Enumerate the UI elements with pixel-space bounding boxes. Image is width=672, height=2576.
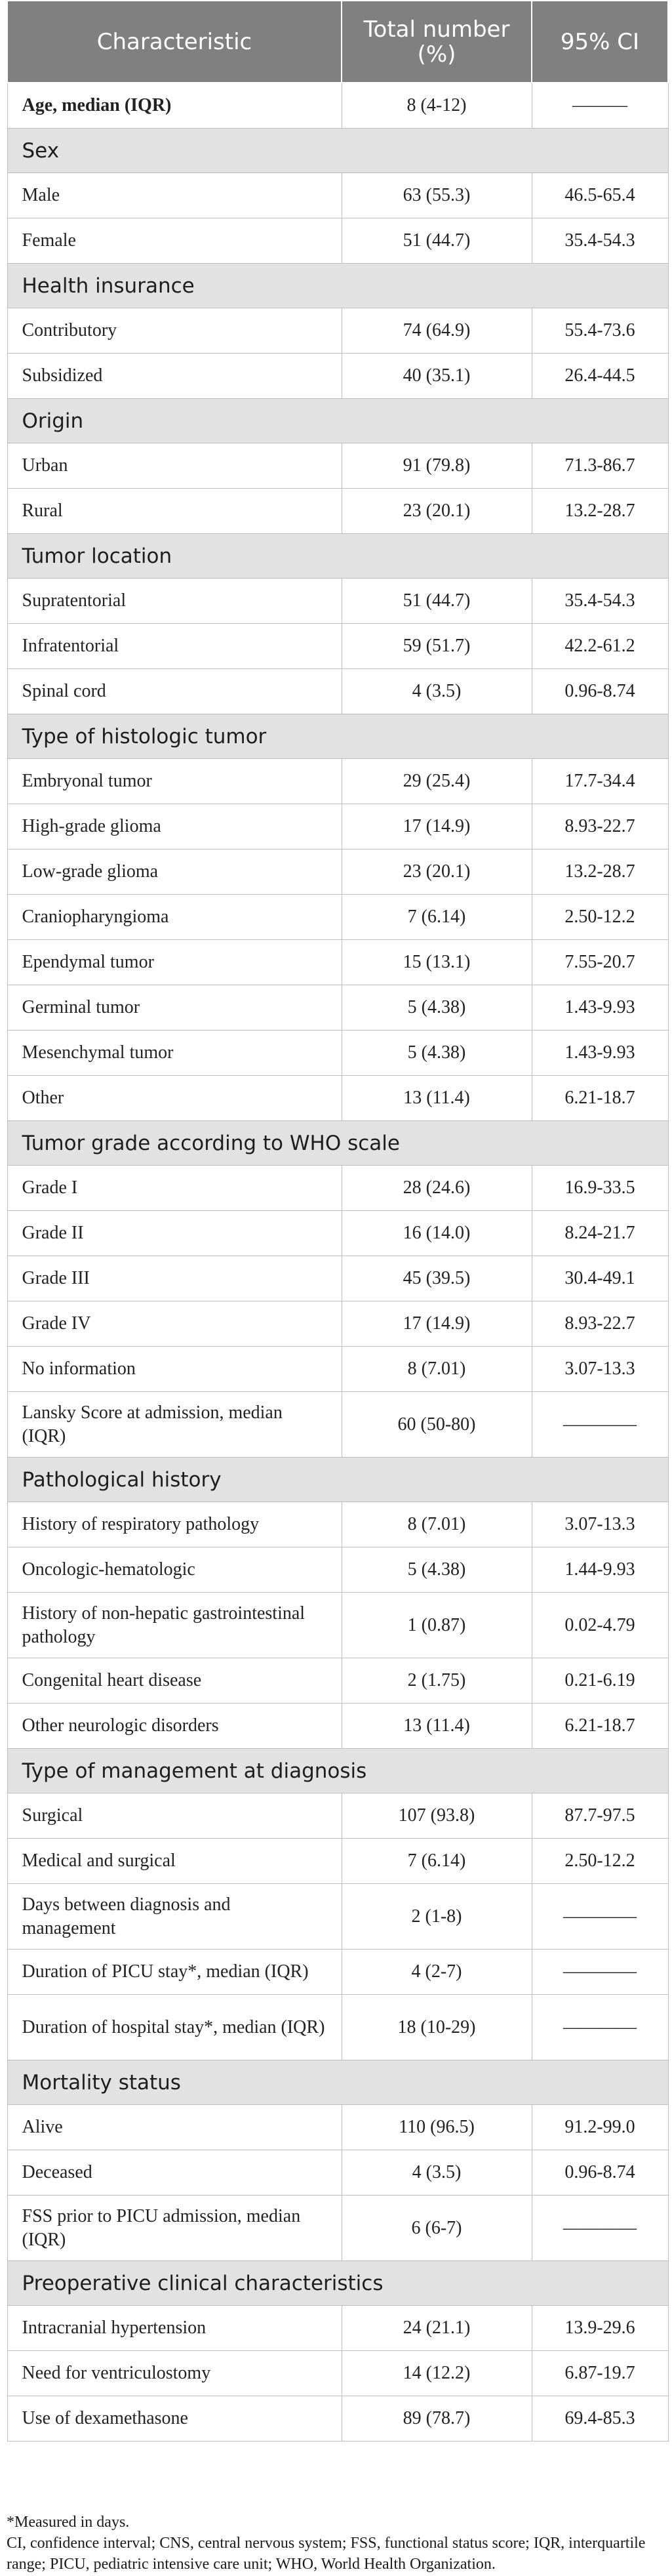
row-label: Oncologic-hematologic	[7, 1547, 342, 1593]
table-row	[7, 489, 668, 534]
row-label: History of non-hepatic gastrointestinal pathology	[7, 1593, 342, 1658]
table-row	[7, 1839, 668, 1884]
row-ci: 6.21-18.7	[532, 1704, 668, 1749]
row-label: Age, median (IQR)	[7, 83, 342, 129]
section-row	[7, 714, 668, 759]
section-label: Sex	[7, 129, 668, 173]
row-total-number: 8 (7.01)	[342, 1347, 532, 1392]
table-row	[7, 624, 668, 669]
row-ci: 2.50-12.2	[532, 895, 668, 940]
row-ci: 91.2-99.0	[532, 2105, 668, 2150]
table-row	[7, 218, 668, 264]
row-label: Congenital heart disease	[7, 1658, 342, 1704]
row-label: Low-grade glioma	[7, 849, 342, 895]
section-row	[7, 264, 668, 308]
row-ci: 7.55-20.7	[532, 940, 668, 985]
row-total-number: 5 (4.38)	[342, 985, 532, 1031]
row-label: Male	[7, 173, 342, 218]
row-ci: 13.9-29.6	[532, 2306, 668, 2351]
row-ci: 6.87-19.7	[532, 2351, 668, 2396]
row-label: Mesenchymal tumor	[7, 1031, 342, 1076]
table-row	[7, 1256, 668, 1301]
row-ci: 8.93-22.7	[532, 804, 668, 849]
row-total-number: 13 (11.4)	[342, 1704, 532, 1749]
row-ci: 8.24-21.7	[532, 1211, 668, 1256]
section-label: Mortality status	[7, 2060, 668, 2105]
table-row	[7, 2105, 668, 2150]
table-row	[7, 940, 668, 985]
row-label: Grade I	[7, 1166, 342, 1211]
section-label: Pathological history	[7, 1458, 668, 1502]
row-label: Embryonal tumor	[7, 759, 342, 804]
row-ci: 16.9-33.5	[532, 1166, 668, 1211]
table-row	[7, 1211, 668, 1256]
row-ci: 35.4-54.3	[532, 218, 668, 264]
section-label: Preoperative clinical characteristics	[7, 2261, 668, 2306]
row-total-number: 18 (10-29)	[342, 1995, 532, 2060]
row-total-number: 7 (6.14)	[342, 895, 532, 940]
row-ci: 0.96-8.74	[532, 2150, 668, 2196]
row-total-number: 107 (93.8)	[342, 1793, 532, 1839]
section-row	[7, 2060, 668, 2105]
row-ci: 35.4-54.3	[532, 579, 668, 624]
table-row	[7, 1950, 668, 1995]
row-label: Duration of PICU stay*, median (IQR)	[7, 1950, 342, 1995]
row-label: Grade III	[7, 1256, 342, 1301]
table-row	[7, 1301, 668, 1347]
row-ci: 1.43-9.93	[532, 1031, 668, 1076]
row-label: Duration of hospital stay*, median (IQR)	[7, 1995, 342, 2060]
footnote-abbreviations: CI, confidence interval; CNS, central nervous system; FSS, functional status score; IQR, interquartile range; PICU, pediatric intensive care unit; WHO, World Health Organization.	[7, 2535, 646, 2573]
row-ci: 30.4-49.1	[532, 1256, 668, 1301]
table-row	[7, 1995, 668, 2060]
row-total-number: 16 (14.0)	[342, 1211, 532, 1256]
section-row	[7, 1749, 668, 1793]
row-label: Female	[7, 218, 342, 264]
table-row	[7, 443, 668, 489]
table-row	[7, 1704, 668, 1749]
table-row	[7, 2150, 668, 2196]
table-row	[7, 1793, 668, 1839]
row-label: Contributory	[7, 308, 342, 354]
row-ci: 8.93-22.7	[532, 1301, 668, 1347]
row-label: Intracranial hypertension	[7, 2306, 342, 2351]
table-row	[7, 1347, 668, 1392]
header-characteristic: Characteristic	[7, 1, 342, 83]
row-total-number: 5 (4.38)	[342, 1547, 532, 1593]
table-row	[7, 849, 668, 895]
row-total-number: 89 (78.7)	[342, 2396, 532, 2442]
section-label: Origin	[7, 399, 668, 443]
row-total-number: 4 (3.5)	[342, 2150, 532, 2196]
header-row	[7, 1, 668, 83]
row-ci: 13.2-28.7	[532, 489, 668, 534]
table-row	[7, 1502, 668, 1547]
row-ci: 6.21-18.7	[532, 1076, 668, 1121]
row-total-number: 1 (0.87)	[342, 1593, 532, 1658]
row-total-number: 91 (79.8)	[342, 443, 532, 489]
row-total-number: 74 (64.9)	[342, 308, 532, 354]
table-row	[7, 2351, 668, 2396]
footnote-measured: *Measured in days.	[7, 2514, 130, 2531]
row-total-number: 110 (96.5)	[342, 2105, 532, 2150]
table-row	[7, 2306, 668, 2351]
row-label: Rural	[7, 489, 342, 534]
row-label: No information	[7, 1347, 342, 1392]
section-row	[7, 1121, 668, 1166]
row-total-number: 28 (24.6)	[342, 1166, 532, 1211]
table-row	[7, 1166, 668, 1211]
section-label: Type of management at diagnosis	[7, 1749, 668, 1793]
row-total-number: 7 (6.14)	[342, 1839, 532, 1884]
table-row	[7, 669, 668, 714]
table-row	[7, 579, 668, 624]
row-ci: 71.3-86.7	[532, 443, 668, 489]
table-row	[7, 354, 668, 399]
row-total-number: 59 (51.7)	[342, 624, 532, 669]
row-ci: 0.02-4.79	[532, 1593, 668, 1658]
row-total-number: 63 (55.3)	[342, 173, 532, 218]
table-row	[7, 1547, 668, 1593]
table-row	[7, 804, 668, 849]
row-total-number: 60 (50-80)	[342, 1392, 532, 1458]
section-row	[7, 534, 668, 579]
section-label: Type of histologic tumor	[7, 714, 668, 759]
table-row	[7, 1076, 668, 1121]
row-total-number: 4 (2-7)	[342, 1950, 532, 1995]
row-ci: 17.7-34.4	[532, 759, 668, 804]
row-label: Supratentorial	[7, 579, 342, 624]
row-total-number: 17 (14.9)	[342, 804, 532, 849]
table-row	[7, 1884, 668, 1950]
row-ci: 13.2-28.7	[532, 849, 668, 895]
row-total-number: 2 (1-8)	[342, 1884, 532, 1950]
row-ci: ————	[532, 1950, 668, 1995]
row-label: Grade IV	[7, 1301, 342, 1347]
row-ci: ———	[532, 83, 668, 129]
row-total-number: 29 (25.4)	[342, 759, 532, 804]
section-row	[7, 2261, 668, 2306]
row-total-number: 15 (13.1)	[342, 940, 532, 985]
row-total-number: 4 (3.5)	[342, 669, 532, 714]
table-row	[7, 1392, 668, 1458]
row-ci: 46.5-65.4	[532, 173, 668, 218]
row-label: History of respiratory pathology	[7, 1502, 342, 1547]
section-row	[7, 399, 668, 443]
row-ci: 3.07-13.3	[532, 1347, 668, 1392]
row-total-number: 5 (4.38)	[342, 1031, 532, 1076]
section-label: Tumor location	[7, 534, 668, 579]
row-ci: ————	[532, 1392, 668, 1458]
row-ci: 2.50-12.2	[532, 1839, 668, 1884]
row-ci: 1.43-9.93	[532, 985, 668, 1031]
row-total-number: 23 (20.1)	[342, 849, 532, 895]
header-ci: 95% CI	[532, 1, 668, 83]
header-total-number: Total number (%)	[342, 1, 532, 83]
row-label: Ependymal tumor	[7, 940, 342, 985]
table-row	[7, 985, 668, 1031]
characteristics-table	[7, 0, 669, 2442]
row-total-number: 51 (44.7)	[342, 218, 532, 264]
row-total-number: 13 (11.4)	[342, 1076, 532, 1121]
row-total-number: 51 (44.7)	[342, 579, 532, 624]
row-label: Other neurologic disorders	[7, 1704, 342, 1749]
row-label: Alive	[7, 2105, 342, 2150]
row-ci: ————	[532, 1884, 668, 1950]
row-total-number: 6 (6-7)	[342, 2196, 532, 2261]
row-label: Deceased	[7, 2150, 342, 2196]
table-body	[7, 83, 668, 2442]
row-ci: ————	[532, 2196, 668, 2261]
table-row	[7, 2396, 668, 2442]
row-label: Other	[7, 1076, 342, 1121]
row-label: Lansky Score at admission, median (IQR)	[7, 1392, 342, 1458]
table-row	[7, 173, 668, 218]
row-ci: 87.7-97.5	[532, 1793, 668, 1839]
table-row	[7, 308, 668, 354]
row-total-number: 8 (7.01)	[342, 1502, 532, 1547]
row-label: Use of dexamethasone	[7, 2396, 342, 2442]
table-row	[7, 2196, 668, 2261]
row-ci: 69.4-85.3	[532, 2396, 668, 2442]
row-label: Urban	[7, 443, 342, 489]
table-row	[7, 1658, 668, 1704]
row-ci: 3.07-13.3	[532, 1502, 668, 1547]
table-row	[7, 1031, 668, 1076]
row-ci: ————	[532, 1995, 668, 2060]
row-label: Germinal tumor	[7, 985, 342, 1031]
section-label: Tumor grade according to WHO scale	[7, 1121, 668, 1166]
section-row	[7, 129, 668, 173]
row-total-number: 23 (20.1)	[342, 489, 532, 534]
row-label: Medical and surgical	[7, 1839, 342, 1884]
row-total-number: 14 (12.2)	[342, 2351, 532, 2396]
row-ci: 55.4-73.6	[532, 308, 668, 354]
row-ci: 42.2-61.2	[532, 624, 668, 669]
section-label: Health insurance	[7, 264, 668, 308]
table-row	[7, 759, 668, 804]
table-row	[7, 83, 668, 129]
row-label: High-grade glioma	[7, 804, 342, 849]
table-row	[7, 1593, 668, 1658]
row-label: Subsidized	[7, 354, 342, 399]
row-ci: 1.44-9.93	[532, 1547, 668, 1593]
row-label: Infratentorial	[7, 624, 342, 669]
row-total-number: 8 (4-12)	[342, 83, 532, 129]
row-ci: 0.96-8.74	[532, 669, 668, 714]
row-total-number: 24 (21.1)	[342, 2306, 532, 2351]
row-label: Surgical	[7, 1793, 342, 1839]
table-footnotes	[7, 2512, 667, 2575]
table-row	[7, 895, 668, 940]
row-ci: 0.21-6.19	[532, 1658, 668, 1704]
row-total-number: 40 (35.1)	[342, 354, 532, 399]
row-label: FSS prior to PICU admission, median (IQR)	[7, 2196, 342, 2261]
row-total-number: 2 (1.75)	[342, 1658, 532, 1704]
row-label: Spinal cord	[7, 669, 342, 714]
row-label: Craniopharyngioma	[7, 895, 342, 940]
row-label: Grade II	[7, 1211, 342, 1256]
row-ci: 26.4-44.5	[532, 354, 668, 399]
row-label: Need for ventriculostomy	[7, 2351, 342, 2396]
section-row	[7, 1458, 668, 1502]
row-total-number: 17 (14.9)	[342, 1301, 532, 1347]
row-total-number: 45 (39.5)	[342, 1256, 532, 1301]
row-label: Days between diagnosis and management	[7, 1884, 342, 1950]
